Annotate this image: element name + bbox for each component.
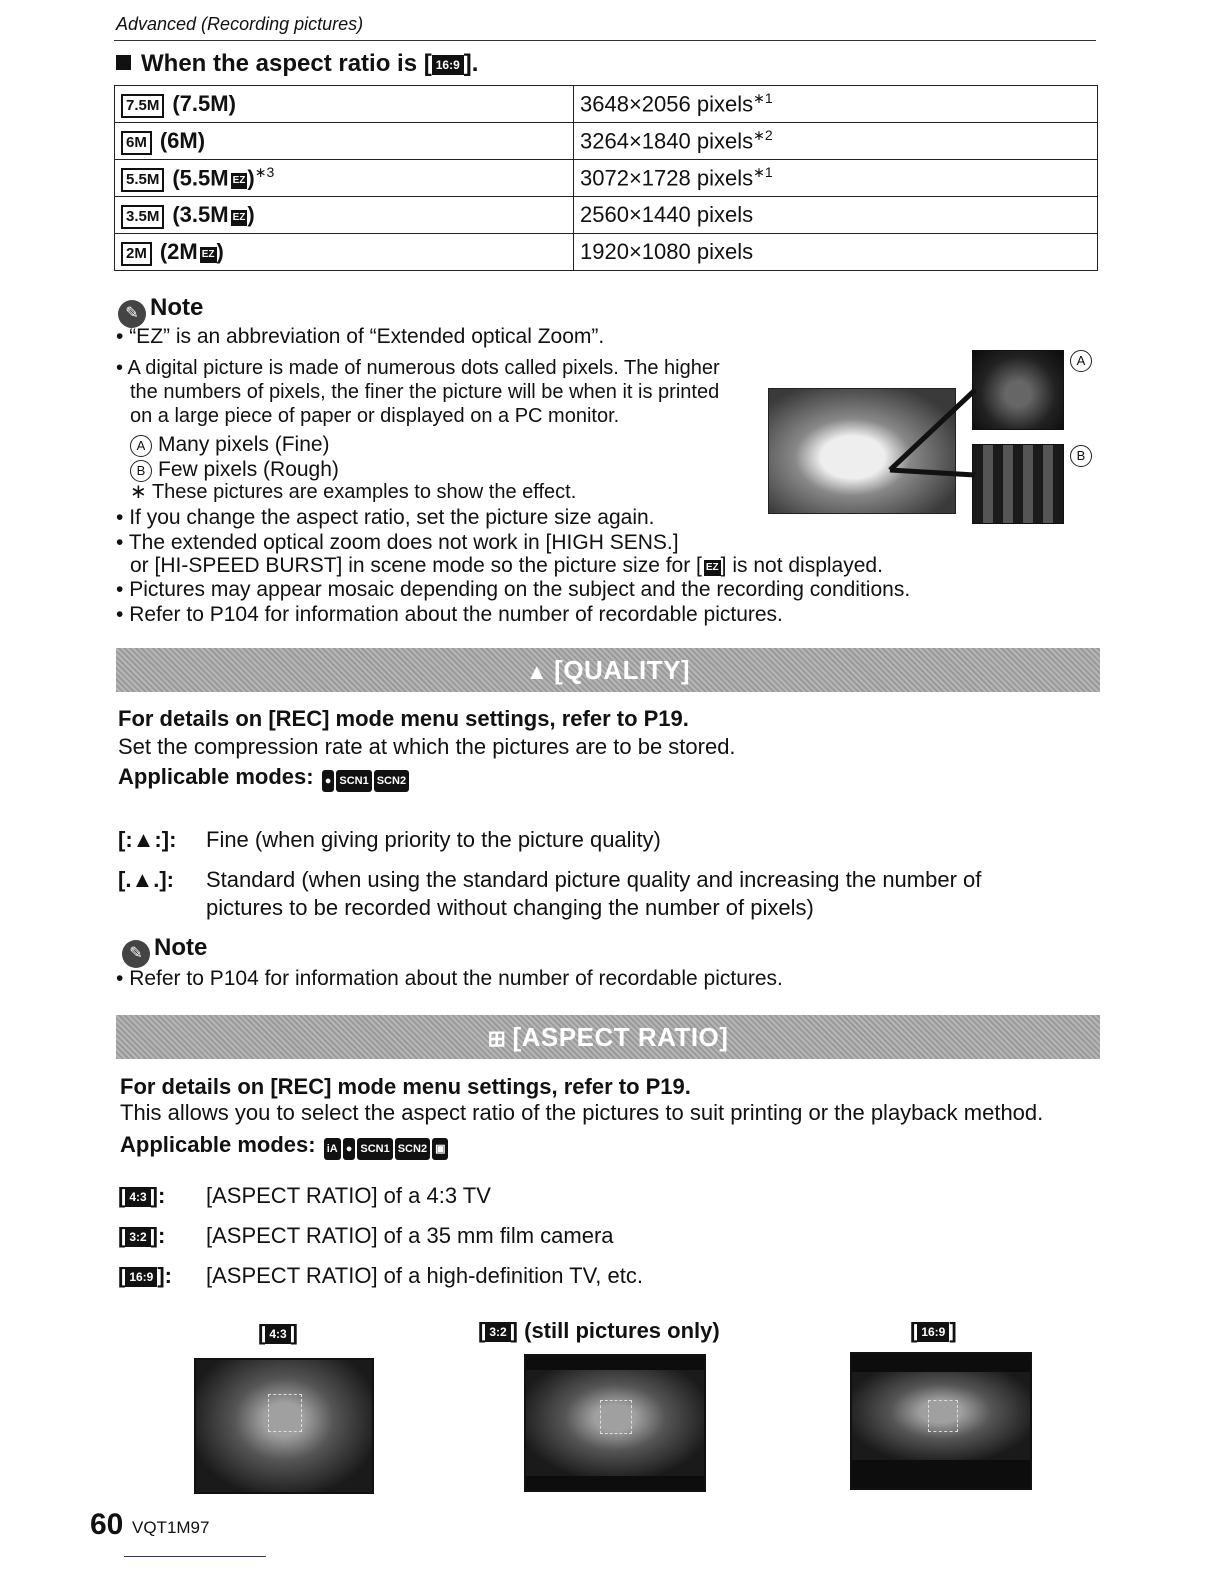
ez-icon: EZ (231, 210, 248, 226)
sample-label-4-3: [ 4:3 ] (258, 1320, 298, 1345)
fine-option: [:▲:]: Fine (when giving priority to the picture quality) (118, 827, 661, 852)
pencil-icon: ✎ (118, 300, 146, 328)
intelligent-auto-icon: iA (324, 1138, 341, 1160)
sample-photo-16-9 (850, 1352, 1032, 1490)
pixel-note: • A digital picture is made of numerous dots called pixels. The higher the numbers of pixels, the finer the picture will be when it is printed on a large piece of paper or displayed on a PC monitor. (116, 357, 720, 427)
marker-a-icon: A (1070, 350, 1092, 372)
picture-size-table (114, 85, 1098, 271)
scn1-mode-icon: SCN1 (336, 770, 371, 792)
pencil-icon: ✎ (122, 940, 150, 968)
quality-section-band: ▲ [QUALITY] (116, 648, 1100, 692)
sample-photo-4-3 (194, 1358, 374, 1494)
pixels-value: 3648×2056 pixels (580, 91, 754, 117)
quality-note-heading: ✎ Note (122, 934, 207, 968)
motion-picture-icon: ▣ (432, 1138, 448, 1160)
normal-mode-icon: ● (322, 770, 335, 792)
sample-label-3-2: [ 3:2 ] (still pictures only) (478, 1318, 720, 1343)
table-row: 2M (2M EZ) 1920×1080 pixels (115, 234, 1098, 271)
rough-zoom-photo (972, 444, 1064, 524)
aspect-description: This allows you to select the aspect ratio of the pictures to suit printing or the playback method. (120, 1100, 1044, 1125)
square-bullet-icon (116, 55, 131, 70)
pixels-value: 3264×1840 pixels (580, 128, 754, 154)
header-divider (114, 40, 1096, 41)
size-icon: 6M (121, 131, 152, 155)
footer-rule (124, 1556, 266, 1557)
label-a (1070, 350, 1098, 372)
table-row: 3.5M (3.5M EZ) 2560×1440 pixels (115, 197, 1098, 234)
ratio-16-9-icon: 16:9 (432, 55, 464, 75)
ratio-4-3-icon: 4:3 (125, 1187, 150, 1207)
pixels-value: 2560×1440 pixels (580, 202, 754, 227)
refer-note: • Refer to P104 for information about the number of recordable pictures. (116, 603, 783, 626)
ez-note: • “EZ” is an abbreviation of “Extended optical Zoom”. (116, 325, 605, 348)
size-icon: 3.5M (121, 205, 164, 229)
ratio-3-2-icon: 3:2 (125, 1227, 150, 1247)
ez-zoom-note-cont: or [HI-SPEED BURST] in scene mode so the picture size for [ EZ] is not displayed. (130, 554, 883, 577)
sample-label-16-9: [ 16:9 ] (910, 1318, 957, 1343)
pixels-value: 1920×1080 pixels (580, 239, 754, 264)
ez-zoom-note: • The extended optical zoom does not work in [HIGH SENS.] (116, 531, 679, 554)
aspect-option-4-3: [ 4:3 ]: [ASPECT RATIO] of a 4:3 TV (118, 1183, 491, 1208)
standard-quality-icon: [.▲.]: (118, 867, 174, 892)
ratio-16-9-icon: 16:9 (125, 1267, 157, 1287)
mosaic-note: • Pictures may appear mosaic depending on the subject and the recording conditions. (116, 578, 911, 601)
aspect-details: For details on [REC] mode menu settings, refer to P19. (120, 1074, 691, 1099)
scn1-mode-icon: SCN1 (357, 1138, 392, 1160)
size-icon: 7.5M (121, 94, 164, 118)
page-number: 60 (90, 1508, 124, 1541)
quality-modes: Applicable modes: ● SCN1 SCN2 (118, 766, 411, 792)
section-header: Advanced (Recording pictures) (116, 14, 364, 34)
scn2-mode-icon: SCN2 (374, 770, 409, 792)
rough-example: B Few pixels (Rough) (130, 457, 339, 482)
fine-example: A Many pixels (Fine) (130, 432, 330, 457)
fine-zoom-photo (972, 350, 1064, 430)
document-code: VQT1M97 (132, 1518, 210, 1537)
note-heading: ✎ Note (118, 294, 203, 328)
size-icon: 5.5M (121, 168, 164, 192)
change-ratio-note: • If you change the aspect ratio, set the picture size again. (116, 506, 655, 529)
aspect-ratio-heading: When the aspect ratio is [ 16:9 ]. (116, 50, 478, 78)
aspect-ratio-section-band: ⊞ [ASPECT RATIO] (116, 1015, 1100, 1059)
label-b (1070, 445, 1098, 467)
table-row: 6M (6M) 3264×1840 pixels$^{∗2}$ (115, 123, 1098, 160)
table-row: 7.5M (7.5M) 3648×2056 pixels$^{∗1}$ (115, 86, 1098, 123)
quality-description: Set the compression rate at which the pictures are to be stored. (118, 734, 736, 759)
example-footnote: ∗ These pictures are examples to show the effect. (130, 481, 577, 503)
table-row: 5.5M (5.5M EZ)$^{∗3}$ 3072×1728 pixels$^{∗1}$ (115, 160, 1098, 197)
quality-icon: ▲ (525, 659, 549, 684)
marker-b-icon: B (130, 460, 152, 482)
aspect-modes: Applicable modes: iA ● SCN1 SCN2 ▣ (120, 1134, 450, 1160)
ez-icon: EZ (231, 173, 248, 189)
ez-icon: EZ (200, 247, 217, 263)
marker-a-icon: A (130, 435, 152, 457)
aspect-ratio-icon: ⊞ (487, 1026, 507, 1051)
fine-quality-icon: [:▲:]: (118, 827, 177, 852)
quality-note: • Refer to P104 for information about the number of recordable pictures. (116, 967, 783, 990)
scn2-mode-icon: SCN2 (395, 1138, 430, 1160)
size-icon: 2M (121, 242, 152, 266)
quality-details: For details on [REC] mode menu settings, refer to P19. (118, 706, 689, 731)
normal-mode-icon: ● (343, 1138, 356, 1160)
zoom-lines (880, 380, 980, 490)
pixels-value: 3072×1728 pixels (580, 165, 754, 191)
standard-option: [.▲.]: Standard (when using the standard picture quality and increasing the number of pictures to be recorded without changing the number of pixels) (118, 867, 982, 920)
ez-icon: EZ (704, 560, 721, 576)
sample-photo-3-2 (524, 1354, 706, 1492)
marker-b-icon: B (1070, 445, 1092, 467)
aspect-option-16-9: [ 16:9 ]: [ASPECT RATIO] of a high-definition TV, etc. (118, 1263, 643, 1288)
aspect-option-3-2: [ 3:2 ]: [ASPECT RATIO] of a 35 mm film camera (118, 1223, 614, 1248)
